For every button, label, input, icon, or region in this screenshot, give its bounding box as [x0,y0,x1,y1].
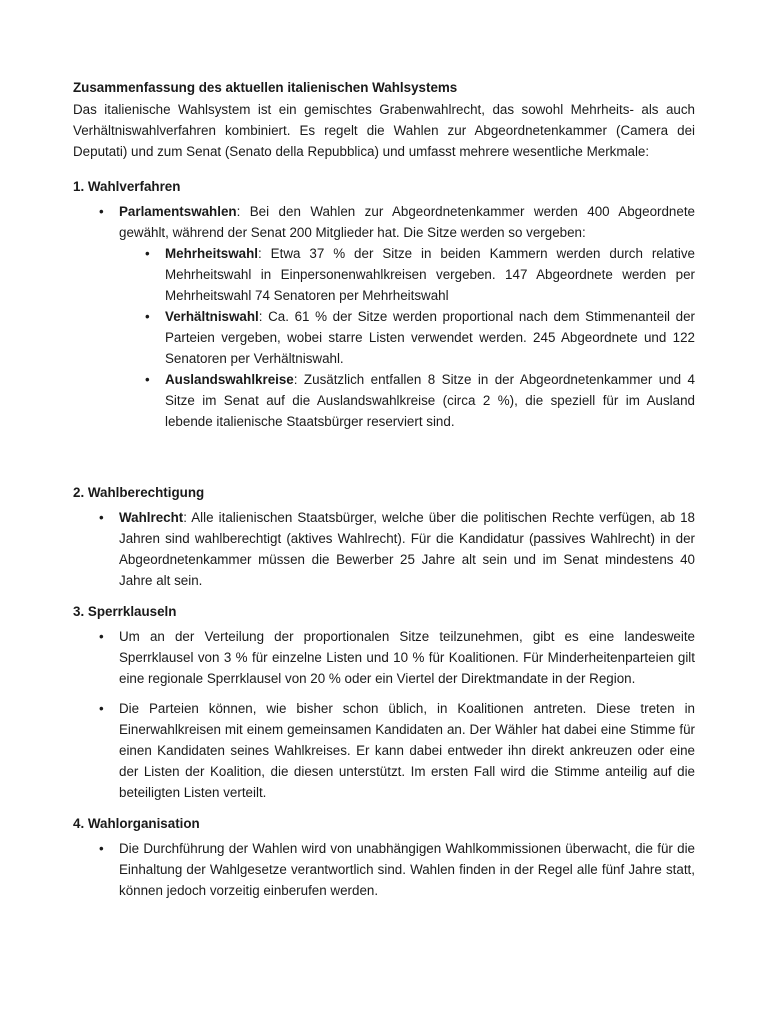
item-term: Wahlrecht [119,510,184,525]
subitem-text: : Zusätzlich entfallen 8 Sitze in der Abgeordnetenkammer und 4 Sitze im Senat auf die Auslandswahlkreise (circa 2 %), die speziell für im Ausland lebende italienische Staatsbürger reserviert sind. [165,372,695,429]
subitem-text: : Ca. 61 % der Sitze werden proportional nach dem Stimmenanteil der Parteien vergeben, wobei starre Listen verwendet werden. 245 Abgeordnete und 122 Senatoren per Verhältniswahl. [165,309,695,366]
subitem-text: : Etwa 37 % der Sitze in beiden Kammern werden durch relative Mehrheitswahl in Einpersonenwahlkreisen vergeben. 147 Abgeordnete werden per Mehrheitswahl 74 Senatoren per Mehrheitswahl [165,246,695,303]
list-item-parlamentswahlen [73,201,695,432]
item-term: Parlamentswahlen [119,204,237,219]
section-list-wahlberechtigung [73,507,695,591]
sublist-item-mehrheitswahl [119,243,695,306]
section-list-wahlorganisation [73,838,695,901]
sublist-item-verhaeltniswahl [119,306,695,369]
subitem-term: Auslandswahlkreise [165,372,294,387]
item-text: : Bei den Wahlen zur Abgeordnetenkammer werden 400 Abgeordnete gewählt, während der Senat 200 Mitglieder hat. Die Sitze werden so vergeben: [119,204,695,240]
list-item-wahlrecht [73,507,695,591]
section-heading-wahlberechtigung: 2. Wahlberechtigung [73,485,205,500]
list-item-koalitionen: • Die Parteien können, wie bisher schon üblich, in Koalitionen antreten. Diese treten in Einerwahlkreisen mit einem gemeinsamen Kandidaten an. Der Wähler hat dabei eine Stimme für einen Kandidaten seines Wahlkreises. Er kann dabei entweder ihn direkt ankreuzen oder eine der Listen der Koalition, die diesen unterstützt. Im ersten Fall wird die Stimme anteilig auf die beteiligten Listen verteilt. [73,698,695,803]
document-title: Zusammenfassung des aktuellen italienischen Wahlsystems [73,80,458,95]
section-heading-wahlverfahren: 1. Wahlverfahren [73,179,181,194]
sublist-sitzvergabe [119,243,695,432]
intro-paragraph: Das italienische Wahlsystem ist ein gemischtes Grabenwahlrecht, das sowohl Mehrheits- als auch Verhältniswahlverfahren kombiniert. Es regelt die Wahlen zur Abgeordnetenkammer (Camera dei Deputati) und zum Senat (Senato della Repubblica) und umfasst mehrere wesentliche Merkmale: [73,102,695,159]
list-item-sperrklausel: • Um an der Verteilung der proportionalen Sitze teilzunehmen, gibt es eine landesweite Sperrklausel von 3 % für einzelne Listen und 10 % für Koalitionen. Für Minderheitenparteien gilt eine regionale Sperrklausel von 20 % oder ein Viertel der Direktmandate in der Region. [73,626,695,689]
subitem-term: Mehrheitswahl [165,246,259,261]
section-heading-sperrklauseln: 3. Sperrklauseln [73,604,177,619]
section-heading-wahlorganisation: 4. Wahlorganisation [73,816,200,831]
sublist-item-auslandswahlkreise [119,369,695,432]
section-list-sperrklauseln [73,626,695,803]
section-list-wahlverfahren [73,201,695,432]
subitem-term: Verhältniswahl [165,309,259,324]
item-text: : Alle italienischen Staatsbürger, welche über die politischen Rechte verfügen, ab 18 Jahren sind wahlberechtigt (aktives Wahlrecht). Für die Kandidatur (passives Wahlrecht) in der Abgeordnetenkammer müssen die Bewerber 25 Jahre alt sein und im Senat mindestens 40 Jahre alt sein. [119,510,695,588]
list-item-wahlkommissionen: • Die Durchführung der Wahlen wird von unabhängigen Wahlkommissionen überwacht, die für die Einhaltung der Wahlgesetze verantwortlich sind. Wahlen finden in der Regel alle fünf Jahre statt, können jedoch vorzeitig einberufen werden. [73,838,695,901]
